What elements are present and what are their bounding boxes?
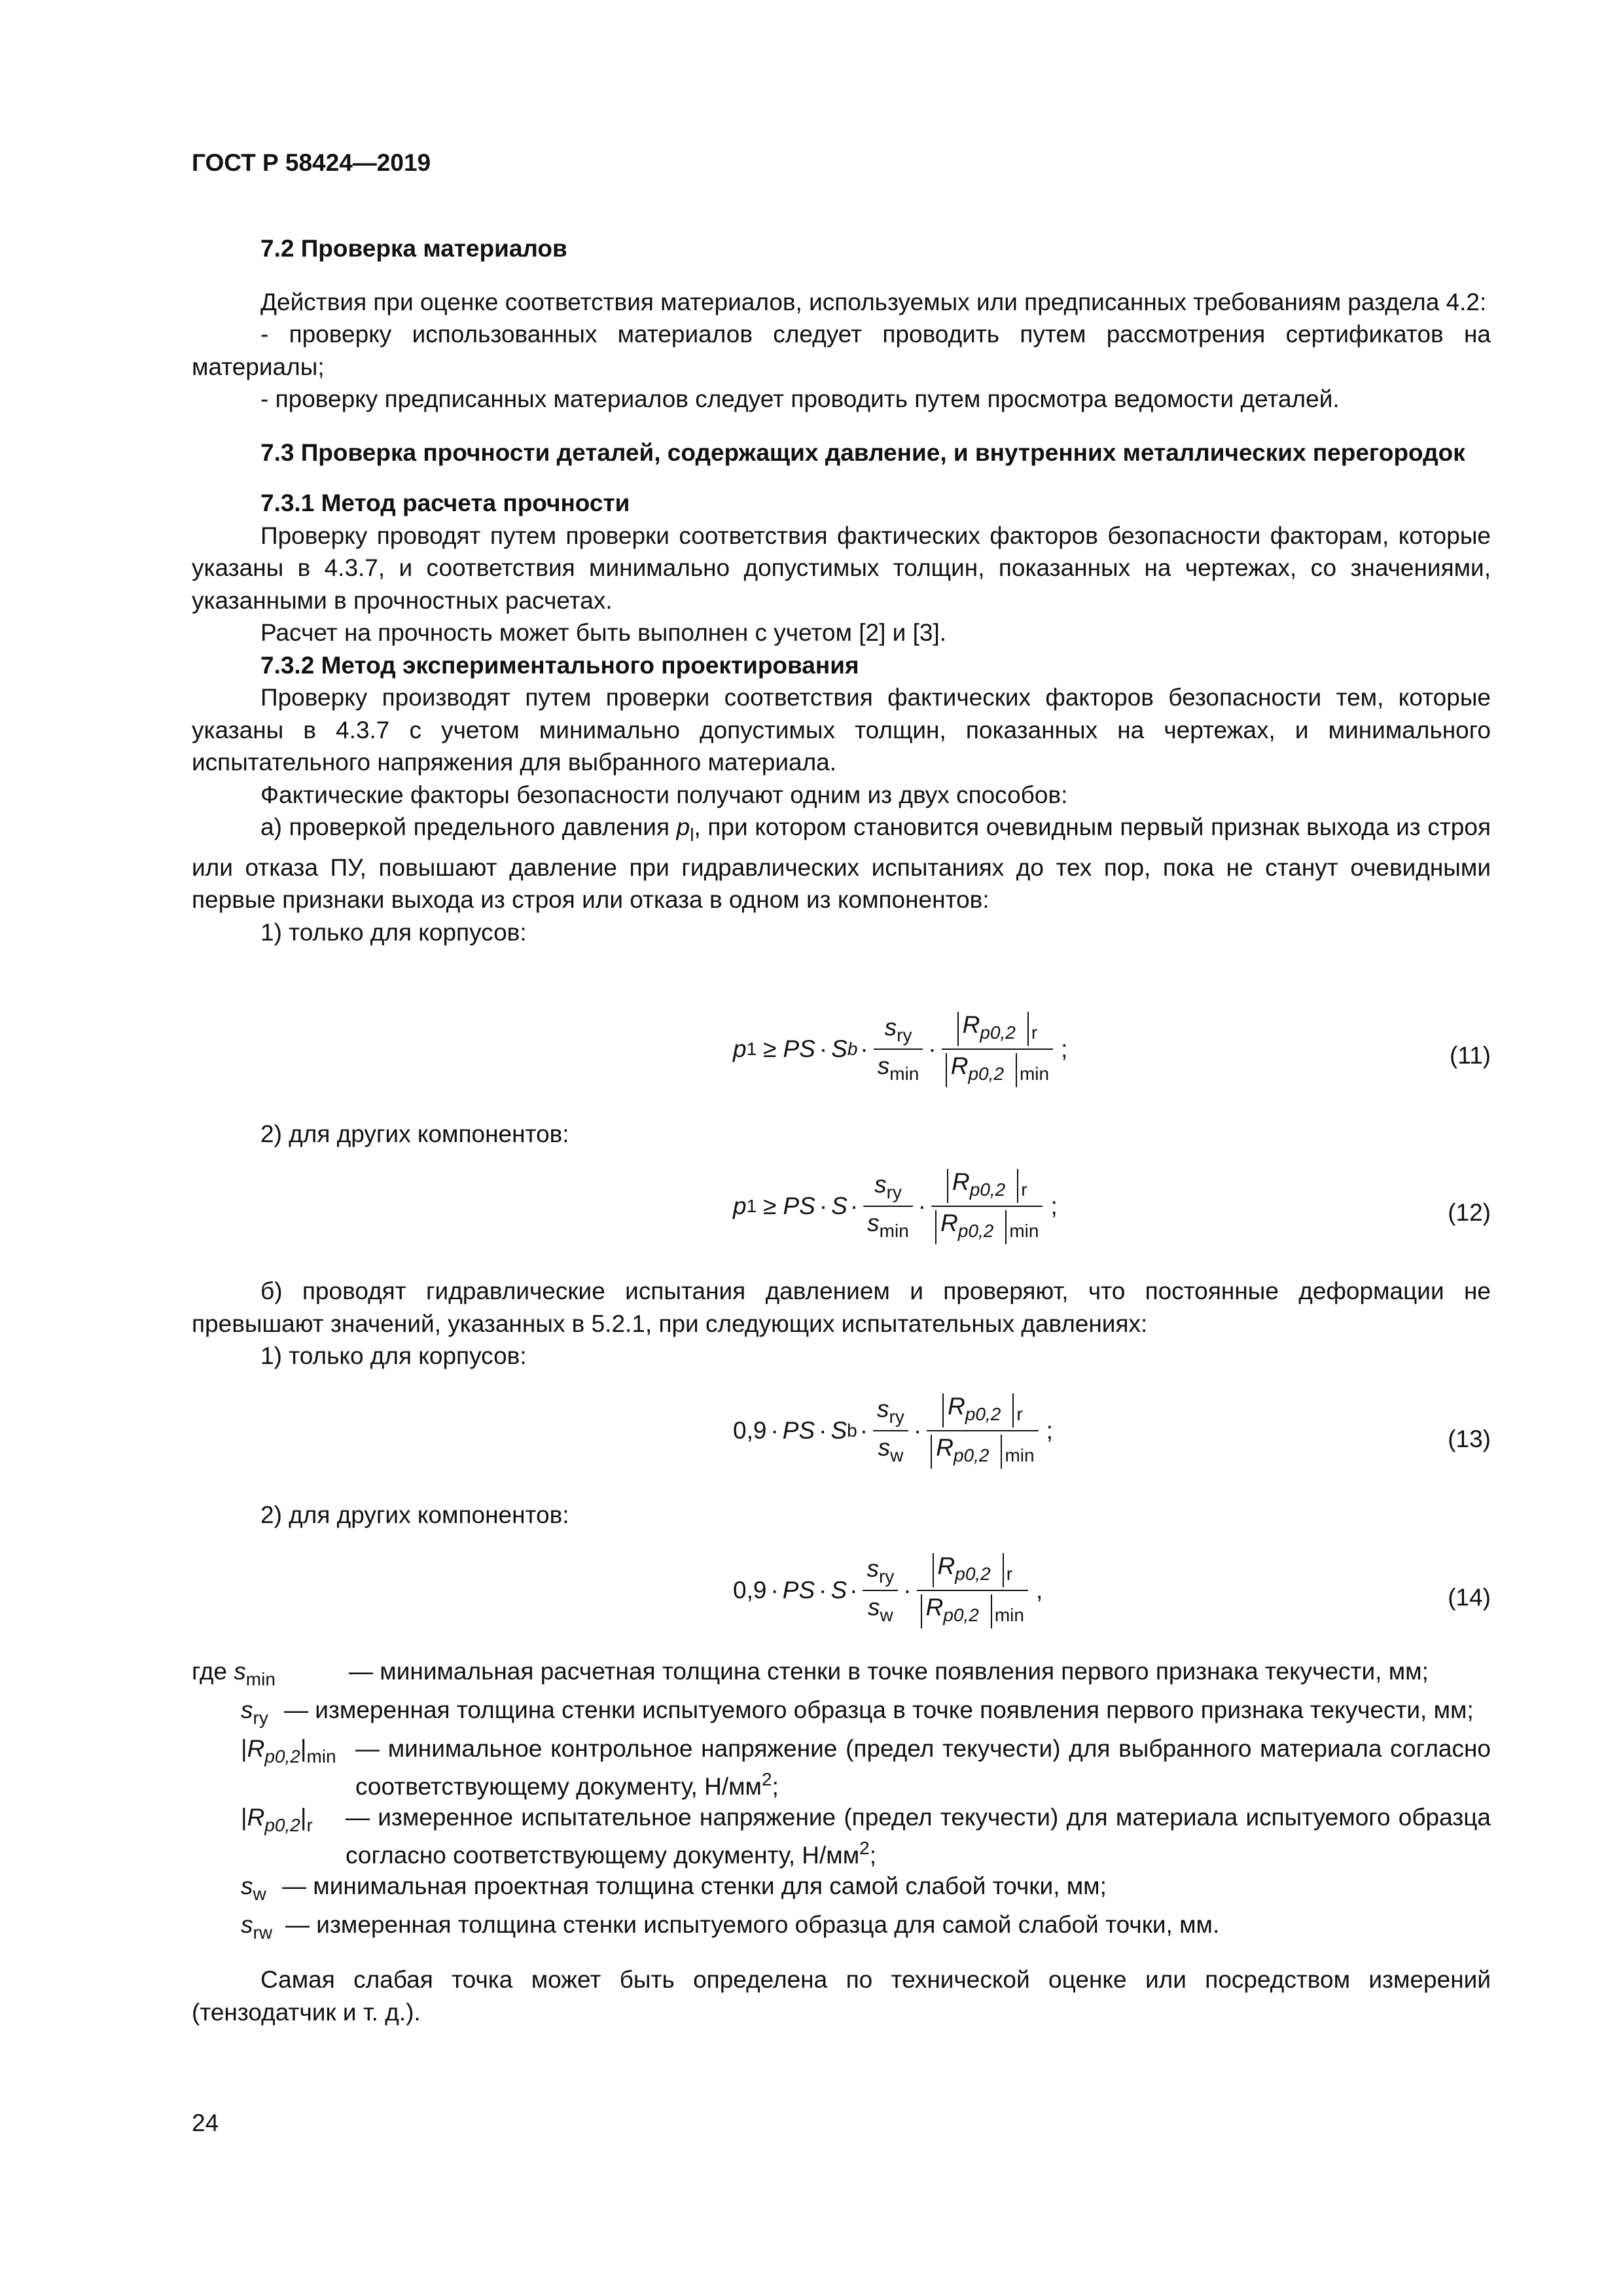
formula-number: (11) <box>1449 1042 1491 1069</box>
formula-number: (14) <box>1448 1584 1491 1611</box>
paragraph: Действия при оценке соответствия материалов, используемых или предписанных требованиям раздела 4.2: <box>260 288 1487 315</box>
paragraph-item-a: а) проверкой предельного давления $p_l$, при котором становится очевидным первый признак выхода из строя или отказа ПУ, повышают давление при гидравлических испытаниях до тех пор, пока не станут очевидными первые признаки выхода из строя или отказа в одном из компонентов: <box>192 814 1491 913</box>
formula-12: p 1 ≥ PS · S · $\frac{s_{ry}}{s_{min}}$ · $\frac{R_{p0,2} _r}{R_{p0,2} _{min}}$ ; <box>733 1168 1058 1244</box>
body-text-top <box>192 232 1491 948</box>
list-label: 2) для других компонентов: <box>260 1501 569 1528</box>
list-label: 1) только для корпусов: <box>260 918 527 946</box>
section-7-3-title: 7.3 Проверка прочности деталей, содержащих давление, и внутренних металлических перегородок <box>260 439 1465 466</box>
legend-row: $s_{rw}$ — измеренная толщина стенки испытуемого образца для самой слабой точки, мм. <box>241 1911 1220 1943</box>
formula-number: (12) <box>1448 1199 1491 1226</box>
legend-row: где $s_{min}$ — минимальная расчетная толщина стенки в точке появления первого признака текучести, мм; <box>192 1658 1429 1689</box>
closing-block <box>192 1964 1491 2028</box>
list-label: 1) только для корпусов: <box>260 1342 527 1369</box>
page-number: 24 <box>192 2109 219 2136</box>
legend-row: $s_{ry}$ — измеренная толщина стенки испытуемого образца в точке появления первого признака текучести, мм; <box>241 1696 1474 1728</box>
legend-row: $s_w$ — минимальная проектная толщина стенки для самой слабой точки, мм; <box>241 1873 1107 1904</box>
paragraph: Фактические факторы безопасности получают одним из двух способов: <box>260 781 1068 808</box>
paragraph: Проверку производят путем проверки соответствия фактических факторов безопасности тем, которые указаны в 4.3.7 с учетом минимально допустимых толщин, показанных на чертежах, и минимального испытательного напряжения для выбранного материала. <box>192 684 1491 776</box>
paragraph: Проверку проводят путем проверки соответствия фактических факторов безопасности факторам, которые указаны в 4.3.7, и соответствия минимально допустимых толщин, показанных на чертежах, со значениями, указанными в прочностных расчетах. <box>192 522 1491 614</box>
paragraph: Самая слабая точка может быть определена по технической оценке или посредством измерений (тензодатчик и т. д.). <box>192 1966 1491 2026</box>
paragraph: - проверку предписанных материалов следует проводить путем просмотра ведомости деталей. <box>260 386 1340 412</box>
variables-legend <box>192 1656 1491 1948</box>
paragraph: Расчет на прочность может быть выполнен с учетом [2] и [3]. <box>260 619 947 646</box>
section-7-2-title: 7.2 Проверка материалов <box>260 235 567 262</box>
list-label-block <box>192 1118 1491 1151</box>
document-header: ГОСТ Р 58424—2019 <box>192 149 431 176</box>
section-7-3-2-title: 7.3.2 Метод экспериментального проектирования <box>260 651 859 679</box>
paragraph-item-b: б) проводят гидравлические испытания давлением и проверяют, что постоянные деформации не превышают значений, указанных в 5.2.1, при следующих испытательных давлениях: <box>192 1278 1491 1337</box>
legend-row: $|R_{p0,2}|_{min}$ — минимальное контрольное напряжение (предел текучести) для выбранного материала согласно соответствующему документу, $Н/мм^2$; <box>241 1735 1491 1800</box>
legend-row: $|R_{p0,2}|_r$ — измеренное испытательное напряжение (предел текучести) для материала испытуемого образца согласно соответствующему документу, $Н/мм^2$; <box>241 1804 1491 1869</box>
list-label-block <box>192 1499 1491 1532</box>
formula-13: 0,9 · PS · S b · $\frac{s_{ry}}{s_w}$ · $\frac{R_{p0,2} _r}{R_{p0,2} _{min}}$ ; <box>733 1393 1053 1469</box>
list-label: 2) для других компонентов: <box>260 1121 569 1147</box>
formula-14: 0,9 · PS · S · $\frac{s_{ry}}{s_w}$ · $\frac{R_{p0,2} _r}{R_{p0,2} _{min}}$ , <box>733 1552 1043 1628</box>
section-7-3-1-title: 7.3.1 Метод расчета прочности <box>260 490 630 516</box>
formula-11: p 1 ≥ PS · S b · $\frac{s_{ry}}{s_{min}}$ · $\frac{R_{p0,2} _r}{R_{p0,2} _{min}}$ ; <box>733 1011 1067 1087</box>
body-text-b <box>192 1275 1491 1372</box>
paragraph: - проверку использованных материалов следует проводить путем рассмотрения сертификатов на материалы; <box>192 321 1491 380</box>
formula-number: (13) <box>1448 1426 1491 1452</box>
